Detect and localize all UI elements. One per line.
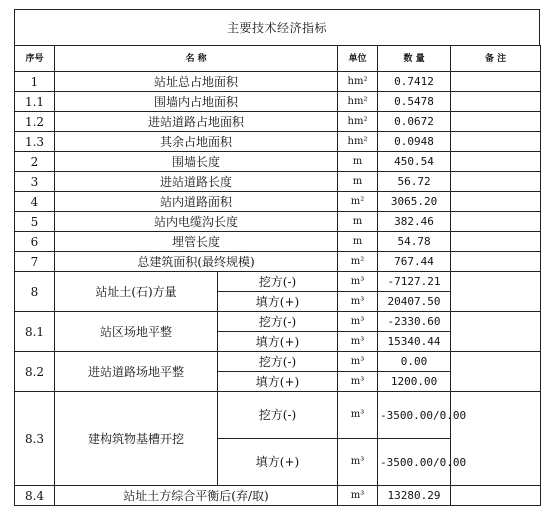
row-quantity: 56.72 — [378, 172, 451, 192]
row-remark — [451, 172, 541, 192]
table-row — [15, 132, 541, 152]
row-quantity: 13280.29 — [378, 486, 451, 506]
row-number: 5 — [15, 212, 55, 232]
row-number: 1.1 — [15, 92, 55, 112]
row-unit: m³ — [338, 392, 378, 439]
row-quantity: 0.5478 — [378, 92, 451, 112]
row-quantity: 20407.50 — [378, 292, 451, 312]
row-unit: m — [338, 212, 378, 232]
group-number: 8 — [15, 272, 55, 312]
cut-label: 挖方(-) — [218, 392, 338, 439]
table-row — [15, 352, 541, 372]
row-remark — [451, 72, 541, 92]
table-row — [15, 72, 541, 92]
row-name: 站内电缆沟长度 — [55, 212, 338, 232]
row-quantity: 54.78 — [378, 232, 451, 252]
row-unit: m — [338, 232, 378, 252]
row-unit: hm² — [338, 72, 378, 92]
table-row — [15, 192, 541, 212]
row-number: 1 — [15, 72, 55, 92]
fill-label: 填方(+) — [218, 372, 338, 392]
row-remark — [451, 352, 541, 392]
row-quantity: -2330.60 — [378, 312, 451, 332]
row-name: 进站道路占地面积 — [55, 112, 338, 132]
row-unit: m — [338, 172, 378, 192]
fill-label: 填方(+) — [218, 439, 338, 486]
row-remark — [451, 112, 541, 132]
row-number: 7 — [15, 252, 55, 272]
row-number: 6 — [15, 232, 55, 252]
row-name: 站内道路面积 — [55, 192, 338, 212]
table-row — [15, 232, 541, 252]
row-quantity: -3500.00/0.00 — [378, 392, 451, 439]
indicator-table — [14, 45, 541, 506]
header-no: 序号 — [15, 46, 55, 72]
table-body — [15, 72, 541, 506]
row-quantity: 0.0948 — [378, 132, 451, 152]
row-number: 1.3 — [15, 132, 55, 152]
table-row — [15, 392, 541, 439]
row-quantity: 3065.20 — [378, 192, 451, 212]
row-quantity: -3500.00/0.00 — [378, 439, 451, 486]
group-number: 8.2 — [15, 352, 55, 392]
row-quantity: 15340.44 — [378, 332, 451, 352]
row-quantity: 382.46 — [378, 212, 451, 232]
header-remark: 备 注 — [451, 46, 541, 72]
row-number: 2 — [15, 152, 55, 172]
row-remark — [451, 272, 541, 312]
row-remark — [451, 486, 541, 506]
row-remark — [451, 232, 541, 252]
table-row — [15, 252, 541, 272]
header-row — [15, 46, 541, 72]
row-quantity: 450.54 — [378, 152, 451, 172]
table-row — [15, 112, 541, 132]
row-quantity: 0.7412 — [378, 72, 451, 92]
row-unit: hm² — [338, 112, 378, 132]
table-row — [15, 212, 541, 232]
row-number: 3 — [15, 172, 55, 192]
row-unit: m² — [338, 252, 378, 272]
group-name: 站址土(石)方量 — [55, 272, 218, 312]
row-unit: m² — [338, 192, 378, 212]
header-unit: 单位 — [338, 46, 378, 72]
row-remark — [451, 152, 541, 172]
row-unit: m³ — [338, 439, 378, 486]
row-unit: m — [338, 152, 378, 172]
row-quantity: 1200.00 — [378, 372, 451, 392]
cut-label: 挖方(-) — [218, 272, 338, 292]
row-unit: hm² — [338, 132, 378, 152]
row-remark — [451, 132, 541, 152]
row-name: 其余占地面积 — [55, 132, 338, 152]
left-margin — [0, 9, 14, 515]
row-name: 围墙长度 — [55, 152, 338, 172]
table-row — [15, 172, 541, 192]
row-remark — [451, 392, 541, 486]
row-quantity: -7127.21 — [378, 272, 451, 292]
table-row — [15, 272, 541, 292]
fill-label: 填方(+) — [218, 332, 338, 352]
row-name: 站址土方综合平衡后(弃/取) — [55, 486, 338, 506]
row-unit: m³ — [338, 292, 378, 312]
header-name: 名 称 — [55, 46, 338, 72]
table-row — [15, 92, 541, 112]
row-name: 埋管长度 — [55, 232, 338, 252]
row-remark — [451, 92, 541, 112]
cut-label: 挖方(-) — [218, 312, 338, 332]
row-unit: m³ — [338, 486, 378, 506]
group-number: 8.3 — [15, 392, 55, 486]
row-number: 4 — [15, 192, 55, 212]
header-quantity: 数 量 — [378, 46, 451, 72]
row-remark — [451, 192, 541, 212]
table-row — [15, 312, 541, 332]
row-number: 8.4 — [15, 486, 55, 506]
row-name: 总建筑面积(最终规模) — [55, 252, 338, 272]
row-name: 围墙内占地面积 — [55, 92, 338, 112]
group-name: 进站道路场地平整 — [55, 352, 218, 392]
cut-label: 挖方(-) — [218, 352, 338, 372]
row-unit: m³ — [338, 372, 378, 392]
table-row — [15, 486, 541, 506]
row-unit: m³ — [338, 272, 378, 292]
fill-label: 填方(+) — [218, 292, 338, 312]
row-unit: hm² — [338, 92, 378, 112]
row-name: 进站道路长度 — [55, 172, 338, 192]
row-unit: m³ — [338, 312, 378, 332]
row-remark — [451, 252, 541, 272]
row-quantity: 0.00 — [378, 352, 451, 372]
row-remark — [451, 212, 541, 232]
group-number: 8.1 — [15, 312, 55, 352]
group-name: 建构筑物基槽开挖 — [55, 392, 218, 486]
table-row — [15, 152, 541, 172]
group-name: 站区场地平整 — [55, 312, 218, 352]
row-unit: m³ — [338, 332, 378, 352]
row-name: 站址总占地面积 — [55, 72, 338, 92]
row-quantity: 0.0672 — [378, 112, 451, 132]
table-title: 主要技术经济指标 — [14, 9, 540, 45]
row-number: 1.2 — [15, 112, 55, 132]
row-unit: m³ — [338, 352, 378, 372]
row-quantity: 767.44 — [378, 252, 451, 272]
row-remark — [451, 312, 541, 352]
